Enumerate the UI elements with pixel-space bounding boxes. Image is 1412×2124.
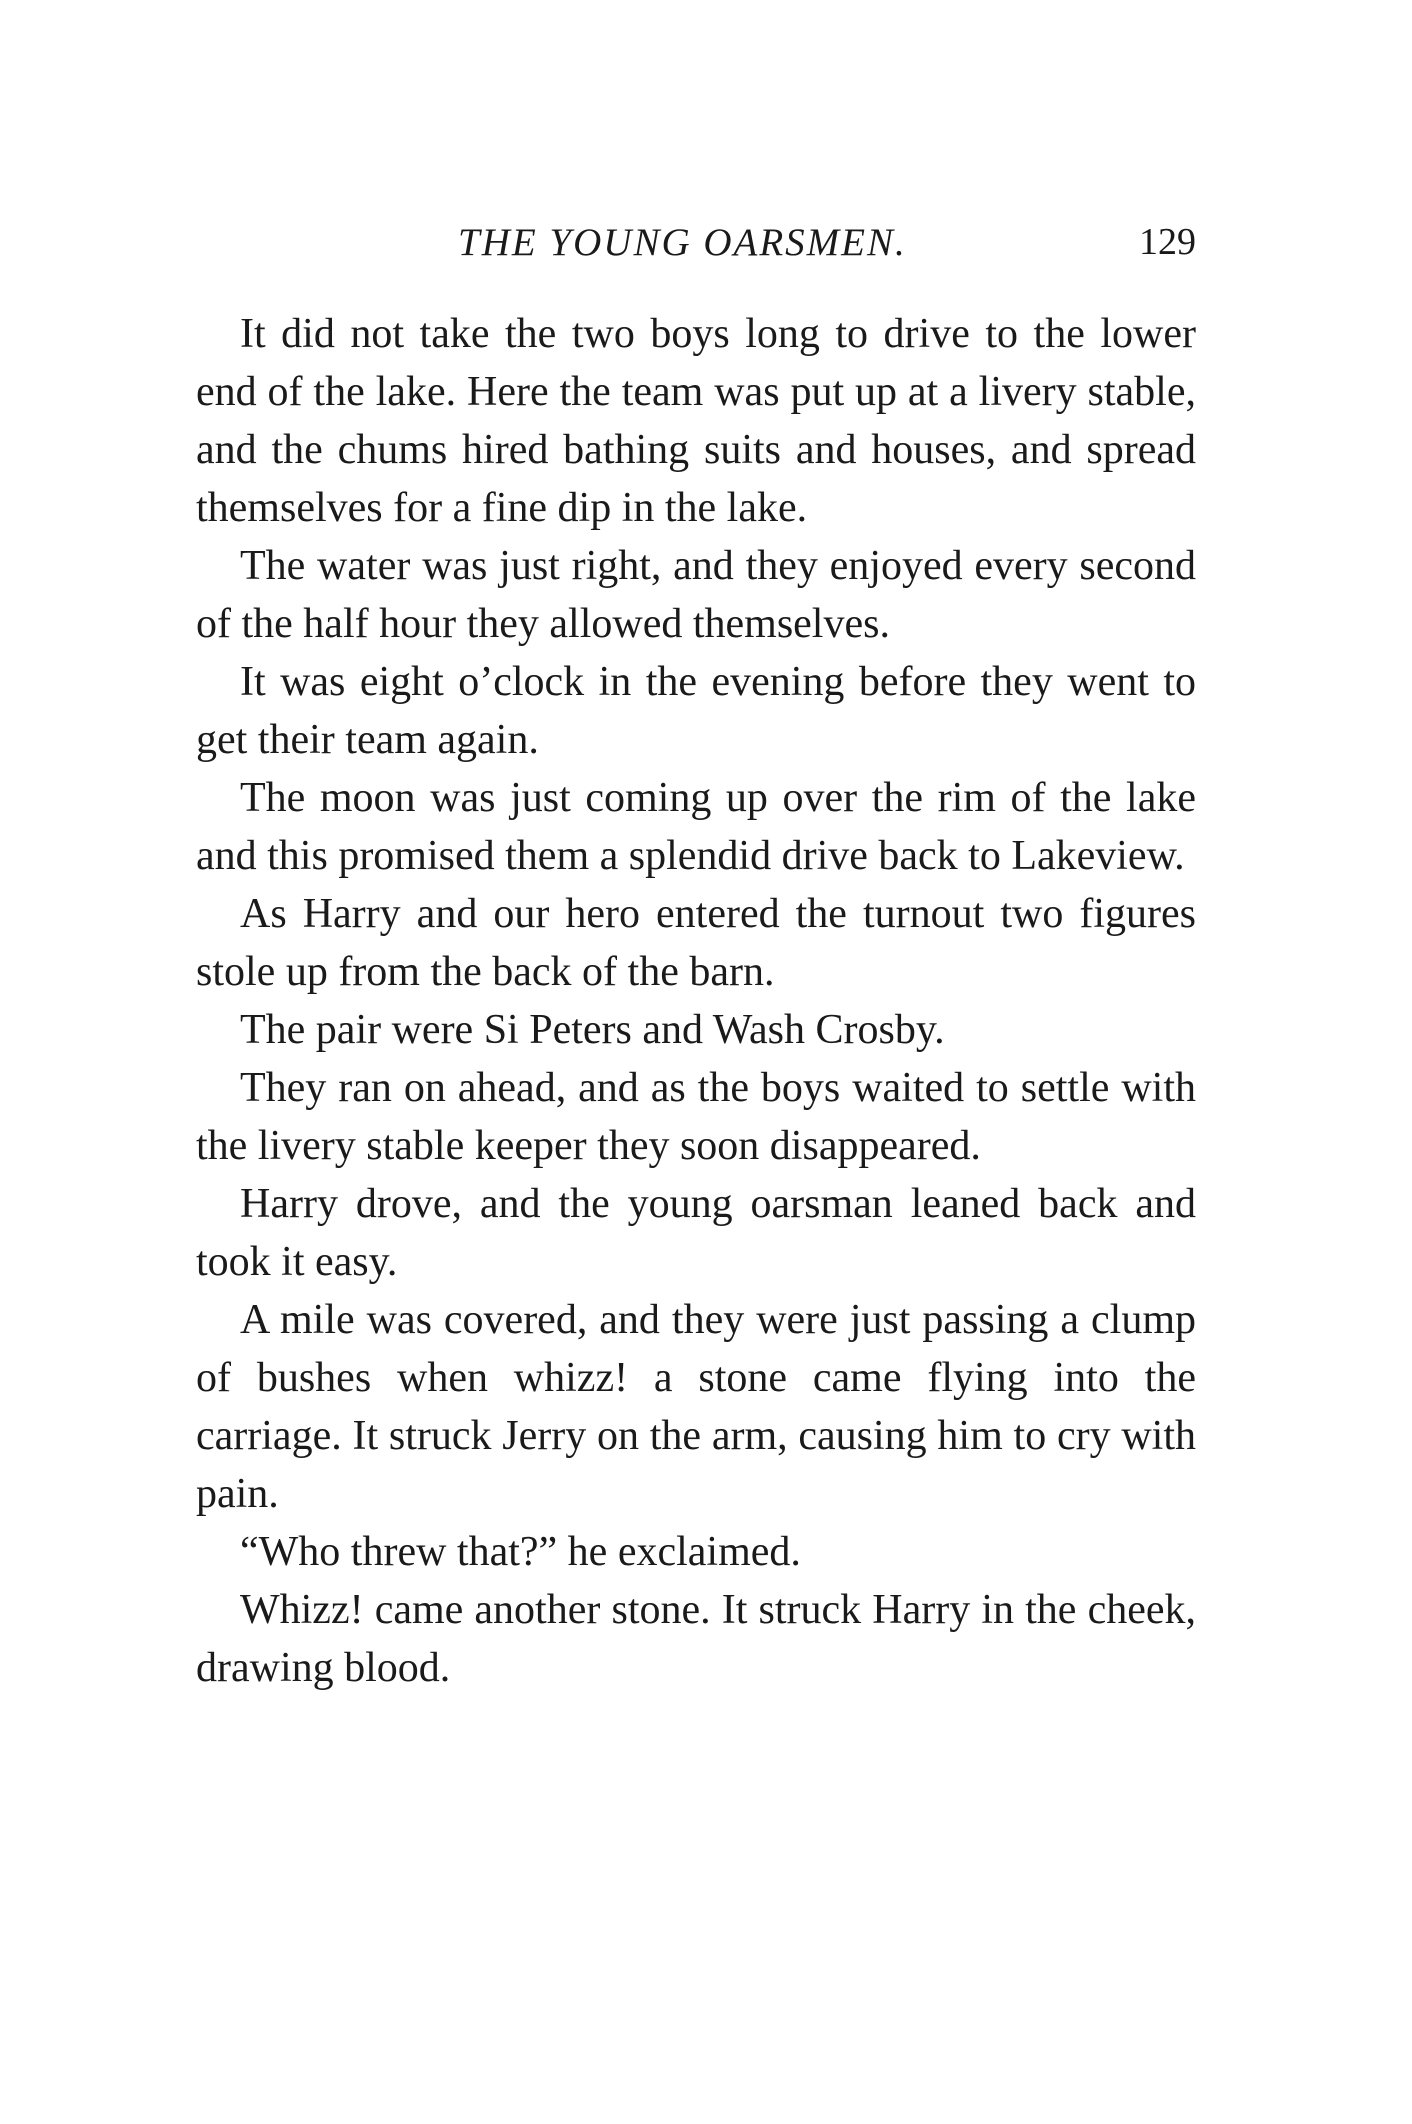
paragraph: They ran on ahead, and as the boys waited to settle with the livery stable keeper they soon disappeared.	[196, 1065, 1196, 1169]
running-title: THE YOUNG OARSMEN.	[458, 221, 907, 264]
paragraph: The moon was just coming up over the rim of the lake and this promised them a splendid drive back to Lakeview.	[196, 775, 1196, 879]
paragraph: The pair were Si Peters and Wash Crosby.	[240, 1007, 945, 1053]
paragraph: It did not take the two boys long to drive to the lower end of the lake. Here the team was put up at a livery stable, and the chums hired bathing suits and houses, and spread themselves for a fine dip in the lake.	[196, 311, 1196, 531]
page-number: 129	[1139, 221, 1196, 263]
body-text	[196, 305, 1196, 1697]
paragraph: A mile was covered, and they were just passing a clump of bushes when whizz! a stone came flying into the carriage. It struck Jerry on the arm, causing him to cry with pain.	[196, 1297, 1196, 1517]
paragraph: The water was just right, and they enjoyed every second of the half hour they allowed themselves.	[196, 543, 1196, 647]
paragraph: “Who threw that?” he exclaimed.	[240, 1529, 801, 1575]
running-head	[196, 210, 1196, 270]
paragraph: It was eight o’clock in the evening before they went to get their team again.	[196, 659, 1196, 763]
paragraph: As Harry and our hero entered the turnout two figures stole up from the back of the barn.	[196, 891, 1196, 995]
paragraph: Harry drove, and the young oarsman leaned back and took it easy.	[196, 1181, 1196, 1285]
paragraph: Whizz! came another stone. It struck Harry in the cheek, drawing blood.	[196, 1587, 1196, 1691]
